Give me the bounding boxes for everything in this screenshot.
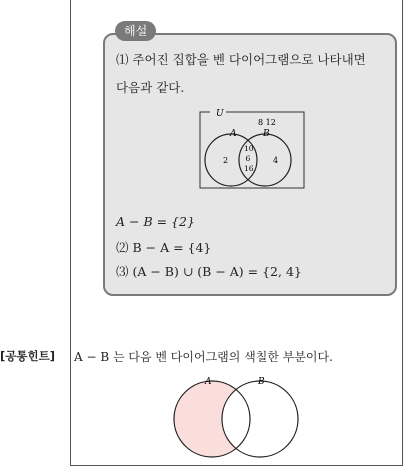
set-b-label: B xyxy=(258,377,265,387)
equation-2: ⑵ B − A = {4} xyxy=(116,240,212,255)
common-hint-label: [공통힌트] xyxy=(0,349,55,363)
solution-tag: 해설 xyxy=(115,21,156,41)
common-hint-text: A − B 는 다음 벤 다이어그램의 색칠한 부분이다. xyxy=(74,350,333,364)
intersection-value-1: 10 xyxy=(244,144,254,153)
intersection-value-2: 6 xyxy=(245,154,251,163)
universal-set-label: U xyxy=(216,109,224,119)
equation-3: ⑶ (A − B) ∪ (B − A) = {2, 4} xyxy=(116,264,302,279)
set-a-label: A xyxy=(230,129,237,139)
b-only-value: 4 xyxy=(273,156,279,165)
set-b-label: B xyxy=(263,129,270,139)
intersection-value-3: 16 xyxy=(244,164,254,173)
a-only-value: 2 xyxy=(223,156,229,165)
solution-line-1: ⑴ 주어진 집합을 벤 다이어그램으로 나타내면 xyxy=(116,52,366,67)
venn-diagram-solution xyxy=(196,108,308,192)
equation-1: A − B = {2} xyxy=(116,214,195,229)
outside-values: 8 12 xyxy=(258,118,276,127)
venn-diagram-hint xyxy=(168,372,308,460)
set-a-label: A xyxy=(205,377,212,387)
solution-line-2: 다음과 같다. xyxy=(116,80,185,95)
